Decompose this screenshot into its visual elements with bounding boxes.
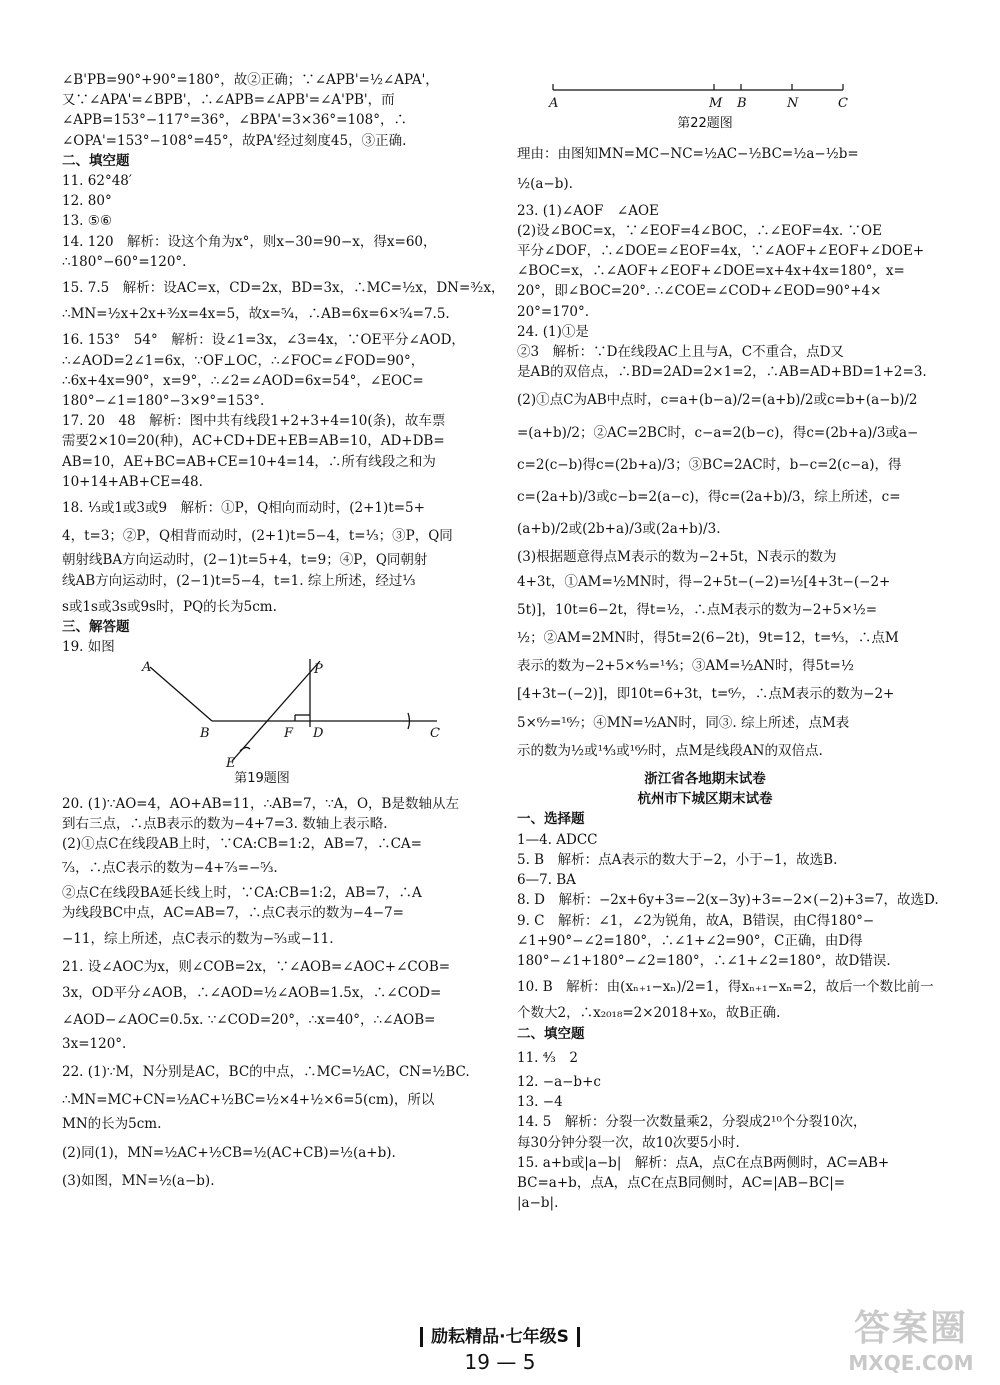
text-line: 线AB方向运动时，(2−1)t=5−4，t=1. 综上所述，经过⅓: [62, 572, 416, 589]
text-line: 22. (1)∵M，N分别是AC，BC的中点，∴MC=½AC，CN=½BC.: [62, 1063, 470, 1080]
text-line: 1—4. ADCC: [517, 831, 598, 848]
text-line: (2)设∠BOC=x，∵∠EOF=4∠BOC，∴∠EOF=4x. ∵OE: [517, 222, 882, 239]
text-line: 12. −a−b+c: [517, 1073, 601, 1090]
text-line: 3x，OD平分∠AOB，∴∠AOD=½∠AOB=1.5x，∴∠COD=: [62, 985, 442, 1002]
text-line: ②3 解析：∵D在线段AC上且与A，C不重合，点D又: [517, 344, 844, 361]
text-line: 到右三点，∴点B表示的数为−4+7=3. 数轴上表示略.: [62, 815, 388, 832]
point-label: D: [313, 726, 324, 742]
site-watermark: [836, 1300, 986, 1375]
point-label: C: [430, 726, 440, 742]
point-label: A: [142, 660, 152, 676]
text-line: 24. (1)①是: [517, 323, 589, 340]
text-line: ∴180°−60°=120°.: [62, 253, 187, 270]
figure-19-diagram: [142, 659, 452, 772]
right-text-block-2: [517, 809, 939, 1213]
point-label: B: [200, 726, 210, 742]
text-line: 5. B 解析：点A表示的数大于−2，小于−1，故选B.: [517, 851, 838, 868]
text-line: ②点C在线段BA延长线上时，∵CA:CB=1:2，AB=7，∴A: [62, 884, 422, 901]
text-line: ∠OPA'=153°−108°=45°，故PA'经过刻度45，③正确.: [62, 132, 407, 149]
text-line: BC=a+b，点A，点C在点B同侧时，AC=|AB−BC|=: [517, 1174, 846, 1191]
text-line: ∠B'PB=90°+90°=180°，故②正确；∵∠APB'=½∠APA'，: [62, 72, 439, 88]
text-line: 每30分钟分裂一次，故10次要5小时.: [517, 1134, 740, 1151]
text-line: 是AB的双倍点，∴BD=2AD=2×1=2，∴AB=AD+BD=1+2=3.: [517, 364, 927, 381]
point-label: E: [226, 756, 236, 772]
text-line: (2)同(1)，MN=½AC+½CB=½(AC+CB)=½(a+b).: [62, 1144, 396, 1161]
left-text-block-2: [62, 794, 470, 1191]
section-heading: 二、填空题: [517, 1025, 585, 1042]
text-line: ∠BOC=x，∴∠AOF+∠EOF+∠DOE=x+4x+4x=180°，x=: [517, 263, 905, 280]
text-line: 10+14+AB+CE=48.: [62, 473, 203, 490]
text-line: 理由：由图知MN=MC−NC=½AC−½BC=½a−½b=: [517, 146, 859, 163]
text-line: 180°−∠1+180°−∠2=180°，∴∠1+∠2=180°，故D错误.: [517, 952, 891, 969]
figure-22-caption: 第22题图: [677, 116, 733, 131]
text-line: MN的长为5cm.: [62, 1116, 162, 1133]
watermark-url: MXQE.COM: [848, 1351, 974, 1375]
text-line: ∠AOD−∠AOC=0.5x. ∵∠COD=20°，∴x=40°，∴∠AOB=: [62, 1011, 436, 1028]
ray-ba: [150, 667, 212, 721]
text-line: 6—7. BA: [517, 872, 576, 889]
text-line: 20°，即∠BOC=20°. ∴∠COE=∠COD+∠EOD=90°+4×: [517, 283, 882, 300]
text-line: 3x=120°.: [62, 1035, 127, 1052]
arc-mark: [240, 748, 250, 752]
text-line: 21. 设∠AOC为x，则∠COB=2x，∵∠AOB=∠AOC+∠COB=: [62, 959, 451, 976]
text-line: c=2(c−b)得c=(2b+a)/3；③BC=2AC时，b−c=2(c−a)，得: [517, 456, 902, 473]
text-line: 18. ⅓或1或3或9 解析：①P，Q相向而动时，(2+1)t=5+: [62, 500, 425, 517]
page-number: 19 — 5: [464, 1350, 536, 1374]
text-line: 5t)]，10t=6−2t，得t=½，∴点M表示的数为−2+5×½=: [517, 601, 878, 618]
left-text-block: [62, 70, 505, 657]
text-line: 17. 20 48 解析：图中共有线段1+2+3+4=10(条)，故车票: [62, 413, 446, 430]
text-line: 13. ⑤⑥: [62, 213, 112, 230]
text-line: 又∵∠APA'=∠BPB'，∴∠APB=∠APB'=∠A'PB'，而: [62, 92, 395, 109]
text-line: 需要2×10=20(种)，AC+CD+DE+EB=AB=10，AD+DB=: [62, 433, 445, 450]
text-line: 10. B 解析：由(xₙ₊₁−xₙ)/2=1，得xₙ₊₁−xₙ=2，故后一个数比前一: [517, 979, 934, 996]
text-line: |a−b|.: [517, 1195, 559, 1212]
book-title-text: 励耘精品·七年级S: [420, 1327, 580, 1347]
text-line: 14. 120 解析：设这个角为x°，则x−30=90−x，得x=60，: [62, 233, 437, 250]
point-label: M: [709, 96, 723, 111]
point-label: N: [787, 96, 799, 111]
text-line: 15. 7.5 解析：设AC=x，CD=2x，BD=3x，∴MC=½x，DN=³⁄₂x，: [62, 280, 505, 297]
text-line: s或1s或3s或9s时，PQ的长为5cm.: [62, 598, 277, 615]
line-ep: [232, 661, 320, 761]
text-line: 20°=170°.: [517, 303, 590, 320]
section-heading: 一、选择题: [517, 811, 585, 828]
text-line: 4，t=3；②P，Q相背而动时，(2+1)t=5−4，t=⅓；③P，Q同: [62, 528, 453, 545]
text-line: 示的数为½或¹⁴⁄₃或¹⁶⁄₇时，点M是线段AN的双倍点.: [517, 742, 823, 759]
text-line: ⁷⁄₃，∴点C表示的数为−4+⁷⁄₃=−⁵⁄₃.: [62, 860, 278, 877]
text-line: 4+3t，①AM=½MN时，得−2+5t−(−2)=½[4+3t−(−2+: [517, 573, 891, 590]
text-line: 11. 62°48′: [62, 173, 132, 190]
text-line: 12. 80°: [62, 193, 112, 210]
text-line: (3)根据题意得点M表示的数为−2+5t，N表示的数为: [517, 549, 837, 566]
text-line: (3)如图，MN=½(a−b).: [62, 1172, 215, 1189]
text-line: 15. a+b或|a−b| 解析：点A，点C在点B两侧时，AC=AB+: [517, 1154, 890, 1171]
text-line: 16. 153° 54° 解析：设∠1=3x，∠3=4x，∵OE平分∠AOD，: [62, 332, 465, 349]
text-line: c=(2a+b)/3或c−b=2(a−c)，得c=(2a+b)/3，综上所述，c=: [517, 489, 901, 506]
text-line: ∠APB=153°−117°=36°，∠BPA'=3×36°=108°，∴: [62, 112, 407, 129]
text-line: 个数大2，∴x₂₀₁₈=2×2018+x₀，故B正确.: [517, 1005, 781, 1022]
text-line: ∴6x+4x=90°，x=9°，∴∠2=∠AOD=6x=54°，∠EOC=: [62, 372, 424, 389]
text-line: ∠1+90°−∠2=180°，∴∠1+∠2=90°，C正确，由D得: [517, 932, 863, 949]
left-column: [62, 70, 505, 1191]
section-heading: 二、填空题: [62, 152, 130, 169]
text-line: 13. −4: [517, 1094, 563, 1111]
text-line: 20. (1)∵AO=4，AO+AB=11，∴AB=7，∵A，O，B是数轴从左: [62, 795, 459, 812]
text-line: (a+b)/2或(2b+a)/3或(2a+b)/3.: [517, 521, 721, 538]
exam-region-title: 浙江省各地期末试卷: [644, 771, 766, 788]
text-line: 9. C 解析：∠1，∠2为锐角，故A，B错误，由C得180°−: [517, 912, 875, 929]
text-line: 8. D 解析：−2x+6y+3=−2(x−3y)+3=−2×(−2)+3=7，故选D.: [517, 892, 939, 909]
text-line: 19. 如图: [62, 639, 115, 656]
text-line: 表示的数为−2+5×⁴⁄₃=¹⁴⁄₃；③AM=½AN时，得5t=½: [517, 658, 854, 675]
text-line: (2)①点C在线段AB上时，∵CA:CB=1:2，AB=7，∴CA=: [62, 836, 422, 853]
text-line: 5×⁶⁄₇=¹⁶⁄₇；④MN=½AN时，同③. 综上所述，点M表: [517, 714, 850, 731]
right-text-block: [517, 144, 927, 761]
text-line: 朝射线BA方向运动时，(2−1)t=5+4，t=9；④P，Q同朝射: [62, 552, 428, 569]
watermark-logo-text: 答案圈: [853, 1308, 968, 1349]
text-line: −11，综上所述，点C表示的数为−⁵⁄₃或−11.: [62, 930, 334, 947]
point-label: A: [549, 96, 559, 111]
text-line: 180°−∠1=180°−3×9°=153°.: [62, 393, 265, 410]
text-line: ½；②AM=2MN时，得5t=2(6−2t)，9t=12，t=⁴⁄₃，∴点M: [517, 630, 899, 647]
text-line: 为线段BC中点，AC=AB=7，∴点C表示的数为−4−7=: [62, 904, 404, 921]
exam-title: 杭州市下城区期末试卷: [637, 791, 773, 808]
point-label: P: [314, 662, 323, 678]
text-line: ∴MN=½x+2x+³⁄₂x=4x=5，故x=⁵⁄₄，∴AB=6x=6×⁵⁄₄=7.5.: [62, 306, 450, 323]
text-line: 11. ⁴⁄₃ 2: [517, 1049, 578, 1066]
text-line: =(a+b)/2；②AC=2BC时，c−a=2(b−c)，得c=(2b+a)/3或a−: [517, 424, 919, 441]
point-label: C: [838, 96, 848, 111]
section-heading: 三、解答题: [62, 619, 130, 636]
text-line: AB=10，AE+BC=AB+CE=10+4=14，∴所有线段之和为: [62, 453, 436, 470]
text-line: ∴∠AOD=2∠1=6x，∵OF⊥OC，∴∠FOC=∠FOD=90°，: [62, 352, 425, 369]
figure-19-caption: 第19题图: [234, 771, 290, 787]
text-line: 14. 5 解析：分裂一次数量乘2，分裂成2¹⁰个分裂10次，: [517, 1114, 867, 1131]
text-line: 23. (1)∠AOF ∠AOE: [517, 202, 659, 219]
text-line: 平分∠DOF，∴∠DOE=∠EOF=4x，∵∠AOF+∠EOF+∠DOE+: [517, 243, 925, 260]
text-line: ∴MN=MC+CN=½AC+½BC=½×4+½×6=5(cm)，所以: [62, 1092, 435, 1109]
text-line: ½(a−b).: [517, 176, 573, 193]
text-line: (2)①点C为AB中点时，c=a+(b−a)/2=(a+b)/2或c=b+(a−b)/2: [517, 392, 918, 409]
point-label: B: [737, 96, 747, 111]
right-column: [517, 78, 939, 1213]
figure-22-diagram: [549, 80, 849, 114]
text-line: [4+3t−(−2)]，即10t=6+3t，t=⁶⁄₇，∴点M表示的数为−2+: [517, 686, 895, 703]
point-label: F: [284, 726, 294, 742]
